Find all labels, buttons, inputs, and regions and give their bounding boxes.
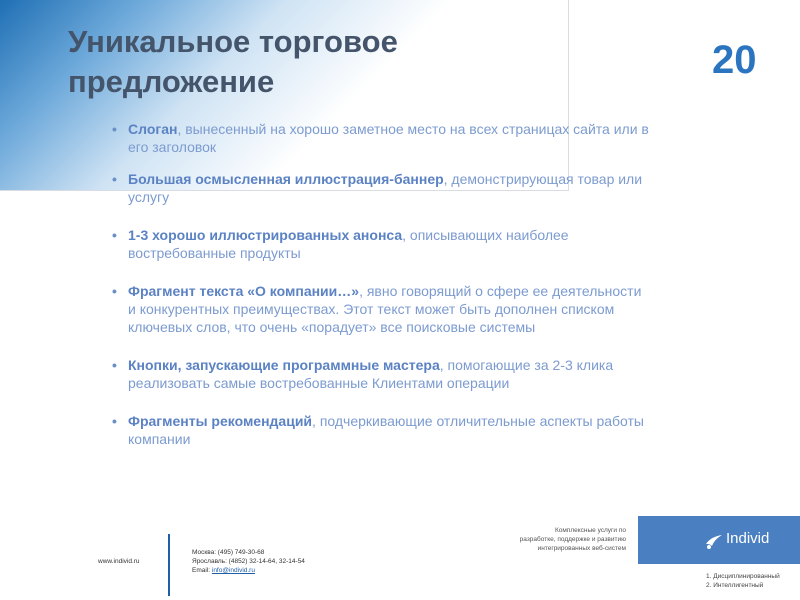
logo-text: Individ (726, 530, 770, 547)
bullet-text: Кнопки, запускающие программные мастера, помогающие за 2-3 клика реализовать самые востребованные Клиентами операции (128, 357, 614, 391)
bullet-item (112, 412, 652, 448)
individ-logo-icon (704, 532, 724, 550)
bullet-text: Фрагменты рекомендаций, подчеркивающие отличительные аспекты работы компании (128, 413, 644, 447)
bullet-text: Слоган, вынесенный на хорошо заметное место на всех страницах сайта или в его заголовок (128, 121, 649, 155)
services-line: разработке, поддержке и развитию (519, 536, 626, 543)
email-line (192, 566, 305, 575)
slide-title: Уникальное торговое предложение (68, 24, 398, 99)
phone-moscow: Москва: (495) 749-30-68 (192, 549, 265, 556)
footer-divider (168, 534, 170, 596)
phone-yaroslavl: Ярославль: (4852) 32-14-64, 32-14-54 (192, 558, 305, 565)
tagline (706, 572, 780, 590)
contacts (192, 548, 305, 575)
slide-number: 20 (712, 38, 757, 82)
bullet-item (112, 120, 652, 156)
bullet-icon: • (112, 357, 117, 373)
footer (0, 520, 800, 600)
services-line: интегрированных веб-систем (537, 545, 626, 552)
tagline-line: 1. Дисциплинированный (706, 573, 780, 580)
email-link[interactable]: info@individ.ru (211, 567, 255, 574)
services-line: Комплексные услуги по (554, 527, 626, 534)
bullet-icon: • (112, 171, 117, 187)
tagline-line: 2. Интеллигентный (706, 582, 764, 589)
bullet-text: Большая осмысленная иллюстрация-баннер, демонстрирующая товар или услугу (128, 171, 643, 205)
bullet-text: Фрагмент текста «О компании…», явно говорящий о сфере ее деятельности и конкурентных преимуществах. Этот текст может быть дополнен списком ключевых слов, что очень «порадует» все поисковые системы (128, 283, 642, 335)
bullet-icon: • (112, 121, 117, 137)
services-text (468, 526, 626, 553)
bullet-icon: • (112, 283, 117, 299)
bullet-icon: • (112, 227, 117, 243)
email-label: Email: (192, 567, 211, 574)
bullet-icon: • (112, 413, 117, 429)
website-link[interactable]: www.individ.ru (98, 558, 140, 565)
bullet-item (112, 282, 652, 336)
bullet-item (112, 170, 652, 206)
bullet-item (112, 226, 652, 262)
bullet-list (112, 120, 652, 468)
bullet-text: 1-3 хорошо иллюстрированных анонса, описывающих наиболее востребованные продукты (128, 227, 569, 261)
bullet-item (112, 356, 652, 392)
